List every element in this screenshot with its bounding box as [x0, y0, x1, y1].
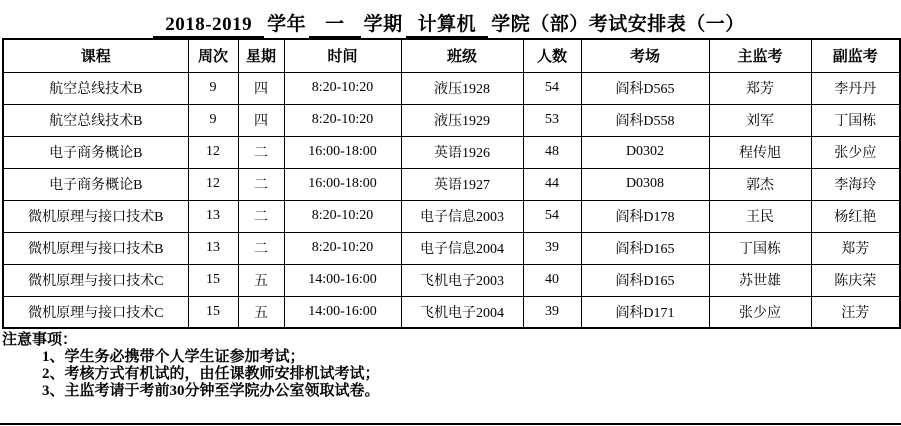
cell-week: 9: [188, 72, 238, 104]
cell-chief: 王民: [709, 200, 811, 232]
cell-time: 16:00-18:00: [284, 136, 401, 168]
cell-chief: 郭杰: [709, 168, 811, 200]
table-row: [3, 104, 900, 136]
cell-course: 微机原理与接口技术C: [3, 296, 188, 328]
cell-chief: 丁国栋: [709, 232, 811, 264]
cell-count: 40: [523, 264, 581, 296]
cell-deputy: 张少应: [811, 136, 900, 168]
cell-course: 航空总线技术B: [3, 72, 188, 104]
col-header-day: 星期: [238, 39, 284, 72]
col-header-count: 人数: [523, 39, 581, 72]
table-row: [3, 72, 900, 104]
cell-count: 39: [523, 296, 581, 328]
cell-course: 电子商务概论B: [3, 136, 188, 168]
title-college-blank: 计算机: [406, 9, 489, 38]
cell-deputy: 郑芳: [811, 232, 900, 264]
bottom-cutoff-rule: [0, 423, 901, 425]
cell-room: 阎科D565: [581, 72, 709, 104]
cell-deputy: 李海玲: [811, 168, 900, 200]
notes-section: [2, 332, 901, 400]
cell-deputy: 李丹丹: [811, 72, 900, 104]
cell-day: 五: [238, 296, 284, 328]
cell-time: 16:00-18:00: [284, 168, 401, 200]
cell-day: 四: [238, 104, 284, 136]
col-header-time: 时间: [284, 39, 401, 72]
cell-chief: 苏世雄: [709, 264, 811, 296]
cell-week: 12: [188, 136, 238, 168]
cell-room: D0302: [581, 136, 709, 168]
cell-count: 53: [523, 104, 581, 136]
cell-chief: 张少应: [709, 296, 811, 328]
cell-class: 电子信息2004: [401, 232, 523, 264]
cell-count: 48: [523, 136, 581, 168]
title-term-blank: 一: [309, 9, 361, 38]
cell-class: 飞机电子2004: [401, 296, 523, 328]
cell-class: 液压1929: [401, 104, 523, 136]
note-item: 3、主监考请于考前30分钟至学院办公室领取试卷。: [42, 383, 380, 399]
title-term-suffix: 学期: [363, 14, 403, 35]
table-row: [3, 232, 900, 264]
col-header-course: 课程: [3, 39, 188, 72]
exam-schedule-table: [2, 38, 901, 329]
exam-table-body: [3, 72, 900, 328]
cell-deputy: 丁国栋: [811, 104, 900, 136]
notes-heading: 注意事项：: [2, 332, 78, 348]
title-year-suffix: 学年: [267, 14, 307, 35]
cell-time: 14:00-16:00: [284, 296, 401, 328]
cell-course: 电子商务概论B: [3, 168, 188, 200]
cell-room: 阎科D171: [581, 296, 709, 328]
cell-week: 15: [188, 296, 238, 328]
col-header-class: 班级: [401, 39, 523, 72]
cell-day: 二: [238, 168, 284, 200]
cell-day: 二: [238, 200, 284, 232]
note-item: 2、考核方式有机试的，由任课教师安排机试考试；: [42, 366, 380, 382]
cell-class: 英语1927: [401, 168, 523, 200]
cell-room: D0308: [581, 168, 709, 200]
table-row: [3, 296, 900, 328]
cell-week: 9: [188, 104, 238, 136]
cell-deputy: 陈庆荣: [811, 264, 900, 296]
cell-week: 15: [188, 264, 238, 296]
cell-class: 电子信息2003: [401, 200, 523, 232]
table-row: [3, 136, 900, 168]
cell-course: 微机原理与接口技术B: [3, 232, 188, 264]
col-header-deputy: 副监考: [811, 39, 900, 72]
title-rest: 学院（部）考试安排表（一）: [491, 14, 745, 35]
cell-deputy: 汪芳: [811, 296, 900, 328]
cell-count: 54: [523, 72, 581, 104]
cell-course: 微机原理与接口技术B: [3, 200, 188, 232]
cell-room: 阎科D558: [581, 104, 709, 136]
cell-deputy: 杨红艳: [811, 200, 900, 232]
table-row: [3, 168, 900, 200]
cell-week: 12: [188, 168, 238, 200]
cell-class: 英语1926: [401, 136, 523, 168]
cell-time: 8:20-10:20: [284, 232, 401, 264]
page-title: [0, 0, 901, 38]
title-year-blank: 2018-2019: [153, 14, 264, 38]
cell-day: 五: [238, 264, 284, 296]
col-header-week: 周次: [188, 39, 238, 72]
cell-room: 阎科D178: [581, 200, 709, 232]
cell-chief: 程传旭: [709, 136, 811, 168]
cell-day: 四: [238, 72, 284, 104]
cell-count: 54: [523, 200, 581, 232]
cell-class: 液压1928: [401, 72, 523, 104]
header-row: [3, 39, 900, 72]
cell-class: 飞机电子2003: [401, 264, 523, 296]
cell-time: 14:00-16:00: [284, 264, 401, 296]
col-header-room: 考场: [581, 39, 709, 72]
note-item: 1、学生务必携带个人学生证参加考试；: [42, 349, 305, 365]
cell-day: 二: [238, 232, 284, 264]
cell-time: 8:20-10:20: [284, 200, 401, 232]
table-row: [3, 264, 900, 296]
table-row: [3, 200, 900, 232]
cell-chief: 郑芳: [709, 72, 811, 104]
cell-room: 阎科D165: [581, 264, 709, 296]
cell-time: 8:20-10:20: [284, 104, 401, 136]
cell-day: 二: [238, 136, 284, 168]
cell-chief: 刘军: [709, 104, 811, 136]
table-header: [3, 39, 900, 72]
cell-week: 13: [188, 200, 238, 232]
cell-course: 航空总线技术B: [3, 104, 188, 136]
col-header-chief: 主监考: [709, 39, 811, 72]
cell-room: 阎科D165: [581, 232, 709, 264]
cell-course: 微机原理与接口技术C: [3, 264, 188, 296]
cell-week: 13: [188, 232, 238, 264]
cell-time: 8:20-10:20: [284, 72, 401, 104]
cell-count: 39: [523, 232, 581, 264]
cell-count: 44: [523, 168, 581, 200]
